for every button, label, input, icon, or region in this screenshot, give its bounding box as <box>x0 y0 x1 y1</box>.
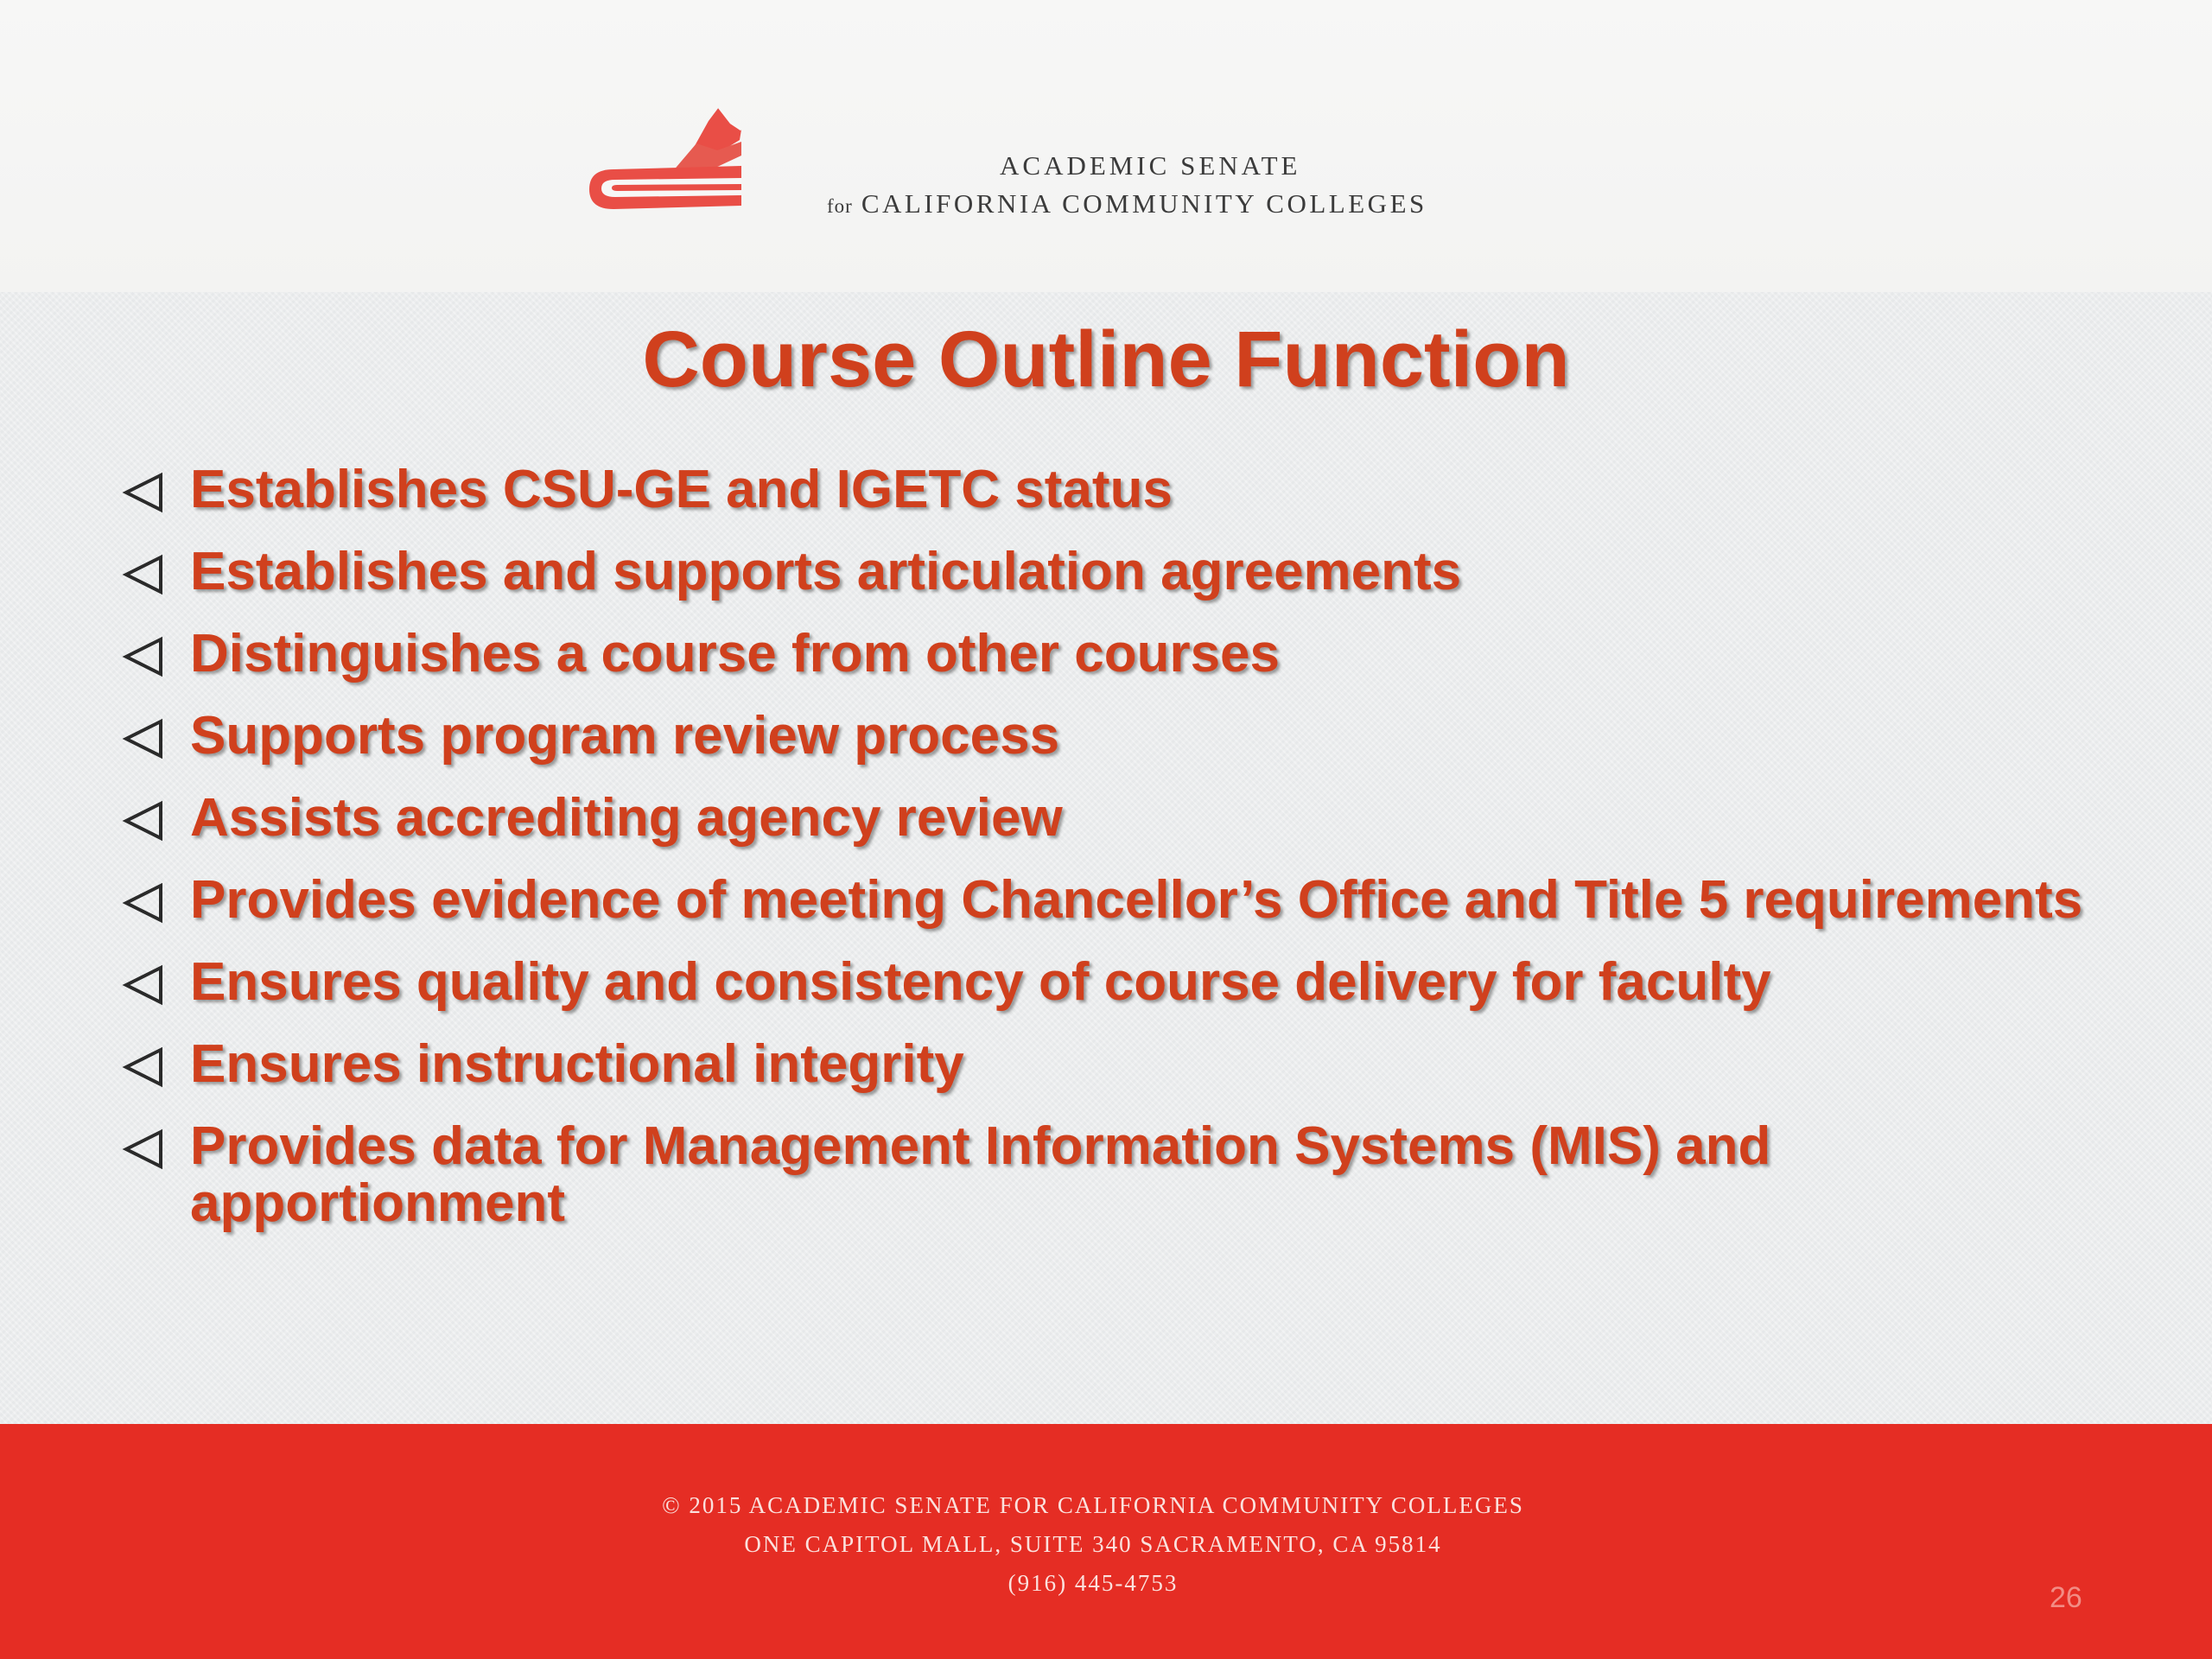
slide-title: Course Outline Function <box>642 315 1570 404</box>
bullet-text: Distinguishes a course from other courses <box>190 624 1281 683</box>
triangle-left-outline-icon <box>121 552 166 597</box>
bullet-text: Assists accrediting agency review <box>190 788 1063 848</box>
triangle-left-outline-icon <box>121 716 166 761</box>
page-number: 26 <box>2050 1581 2082 1614</box>
bullet-text: Provides evidence of meeting Chancellor’s Office and Title 5 requirements <box>190 870 2083 930</box>
triangle-left-outline-icon <box>121 634 166 679</box>
bullet-text: Ensures instructional integrity <box>190 1034 964 1094</box>
triangle-left-outline-icon <box>121 1127 166 1172</box>
bullet-item <box>121 790 2108 847</box>
footer-phone: (916) 445-4753 <box>1007 1570 1179 1596</box>
bullet-list <box>121 461 2108 1257</box>
bullet-text: Ensures quality and consistency of course delivery for faculty <box>190 952 1771 1012</box>
triangle-left-outline-icon <box>121 880 166 925</box>
bullet-text: Supports program review process <box>190 706 1060 766</box>
header-band <box>0 0 2212 292</box>
footer-text <box>0 1486 2186 1603</box>
triangle-left-outline-icon <box>121 798 166 843</box>
triangle-left-outline-icon <box>121 963 166 1007</box>
org-name-line2 <box>827 188 1427 219</box>
book-stack-logo <box>588 102 745 214</box>
triangle-left-outline-icon <box>121 470 166 515</box>
bullet-text: Establishes and supports articulation agreements <box>190 542 1462 601</box>
bullet-item <box>121 1036 2108 1093</box>
bullet-item <box>121 543 2108 601</box>
triangle-left-outline-icon <box>121 1045 166 1090</box>
bullet-item <box>121 954 2108 1011</box>
org-name-line1: ACADEMIC SENATE <box>1000 150 1301 181</box>
bullet-item <box>121 708 2108 765</box>
bullet-text: Provides data for Management Information Systems (MIS) and apportionment <box>190 1116 1771 1233</box>
bullet-item <box>121 461 2108 518</box>
bullet-item <box>121 626 2108 683</box>
org-name-main: CALIFORNIA COMMUNITY COLLEGES <box>861 188 1427 219</box>
bullet-text: Establishes CSU-GE and IGETC status <box>190 460 1173 519</box>
org-name-prefix: for <box>827 195 853 217</box>
bullet-item <box>121 872 2108 929</box>
bullet-item <box>121 1118 2108 1232</box>
footer-address: ONE CAPITOL MALL, SUITE 340 SACRAMENTO, CA 95814 <box>744 1531 1442 1557</box>
footer-copyright: © 2015 ACADEMIC SENATE FOR CALIFORNIA COMMUNITY COLLEGES <box>662 1492 1524 1518</box>
